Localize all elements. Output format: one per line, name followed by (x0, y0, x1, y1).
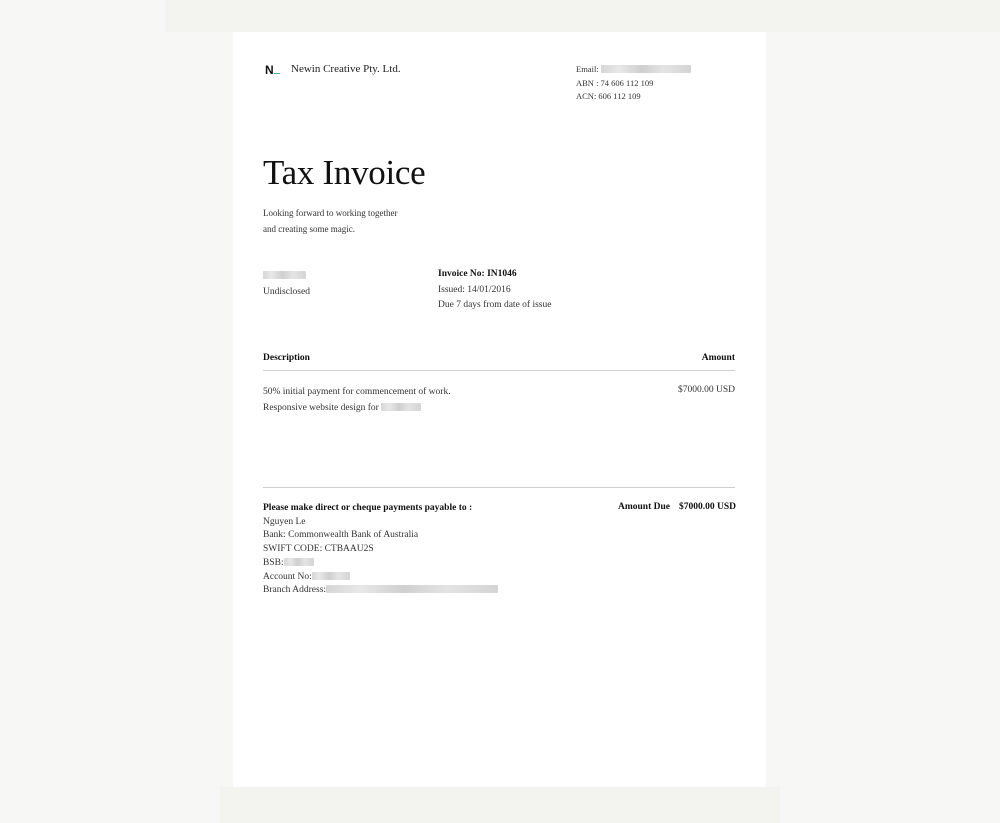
bank-name: Bank: Commonwealth Bank of Australia (263, 530, 419, 541)
tagline-line: Looking forward to working together (263, 208, 398, 218)
line-item-text (263, 401, 451, 417)
account-line (263, 571, 498, 585)
invoice-meta (438, 267, 551, 314)
logo-letter: N (265, 63, 274, 77)
swift-code: SWIFT CODE: CTBAAU2S (263, 544, 374, 555)
line-item-text: 50% initial payment for commencement of work. (263, 387, 451, 397)
page-title: Tax Invoice (263, 153, 426, 192)
email-label: Email: (576, 64, 599, 74)
branch-label: Branch Address: (263, 585, 327, 596)
amount-due (618, 502, 736, 512)
background-strip-top (165, 0, 1000, 32)
payee-name: Nguyen Le (263, 516, 306, 527)
redacted-email (601, 65, 691, 73)
redacted-client (381, 403, 421, 411)
tagline-line: and creating some magic. (263, 224, 355, 234)
redacted-account (312, 572, 350, 580)
line-item-amount: $7000.00 USD (677, 385, 735, 395)
payment-details (263, 502, 498, 598)
client-name: Undisclosed (263, 287, 310, 297)
client-block (263, 268, 310, 300)
company-logo (265, 63, 280, 77)
issued-date: Issued: 14/01/2016 (438, 284, 511, 295)
payment-heading: Please make direct or cheque payments payable to : (263, 503, 473, 513)
amount-due-value: $7000.00 USD (678, 502, 736, 512)
branch-line (263, 584, 498, 598)
line-item-project: Responsive website design for (263, 402, 379, 413)
company-name: Newin Creative Pty. Ltd. (291, 63, 401, 75)
description-header: Description (263, 353, 310, 363)
line-items (263, 385, 451, 416)
bsb-label: BSB: (263, 557, 284, 568)
account-label: Account No: (263, 571, 312, 582)
table-footer-divider (263, 487, 735, 488)
email-line (576, 63, 691, 77)
due-terms: Due 7 days from date of issue (438, 300, 552, 310)
logo-accent-icon (274, 73, 280, 74)
bsb-line (263, 557, 498, 571)
amount-due-label: Amount Due (617, 502, 670, 512)
tagline (263, 205, 433, 237)
table-header-divider (263, 370, 735, 371)
background-strip-bottom (220, 787, 780, 823)
invoice-page (233, 32, 766, 787)
abn-line: ABN : 74 606 112 109 (576, 77, 654, 88)
acn-line: ACN: 606 112 109 (576, 91, 641, 101)
amount-header: Amount (701, 353, 735, 363)
company-contact (576, 63, 691, 104)
redacted-branch (326, 585, 498, 593)
redacted-bsb (284, 558, 314, 566)
invoice-number: Invoice No: IN1046 (438, 269, 517, 279)
redacted-client-name (263, 271, 306, 279)
